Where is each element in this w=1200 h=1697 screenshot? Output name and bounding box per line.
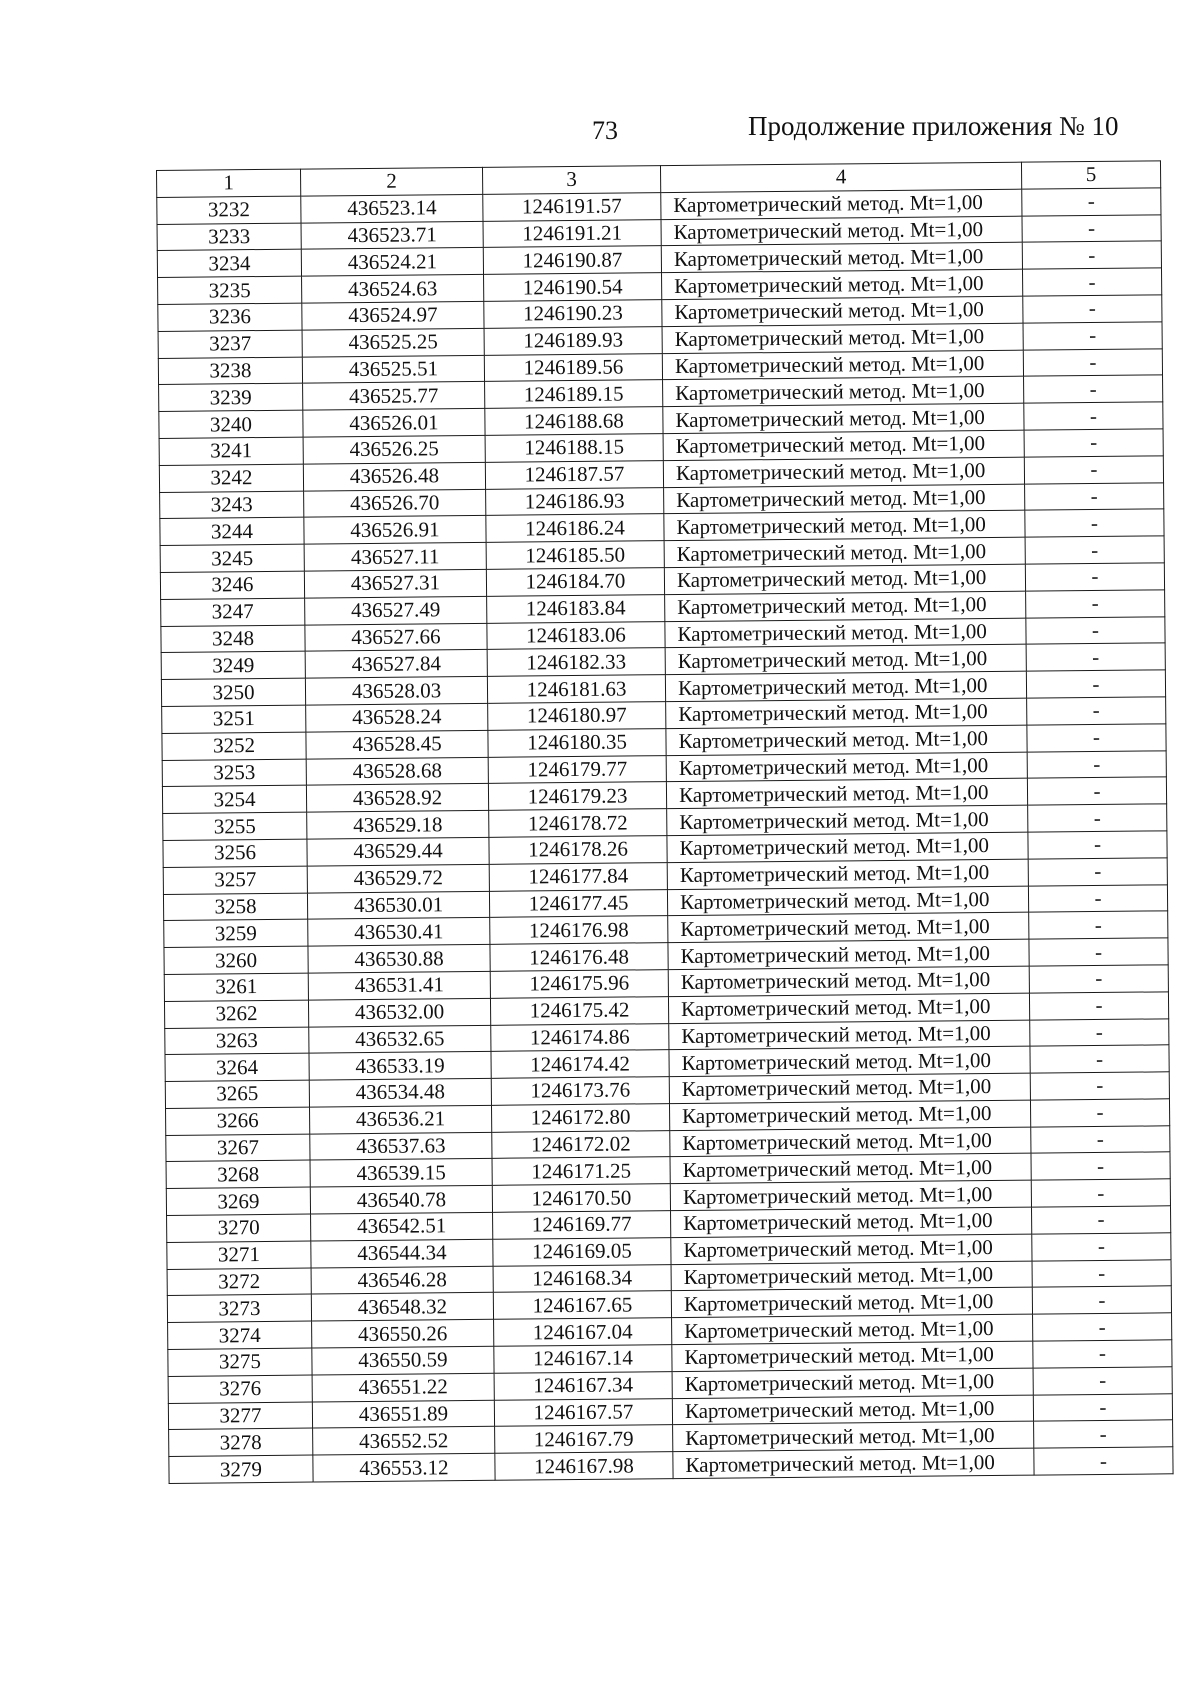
notes-cell: -	[1022, 268, 1161, 296]
x-coordinate-cell: 436525.25	[302, 328, 484, 357]
method-cell: Картометрический метод. Mt=1,00	[662, 296, 1023, 326]
column-header-method: 4	[660, 162, 1021, 192]
y-coordinate-cell: 1246179.77	[488, 755, 666, 784]
notes-cell: -	[1024, 456, 1163, 484]
method-cell: Картометрический метод. Mt=1,00	[668, 939, 1029, 969]
y-coordinate-cell: 1246169.77	[493, 1211, 671, 1240]
method-cell: Картометрический метод. Mt=1,00	[665, 591, 1026, 621]
x-coordinate-cell: 436524.21	[301, 248, 483, 277]
x-coordinate-cell: 436529.18	[307, 810, 489, 839]
point-number-cell: 3232	[157, 196, 301, 224]
column-header-point-number: 1	[157, 169, 301, 197]
y-coordinate-cell: 1246183.06	[487, 621, 665, 650]
point-number-cell: 3258	[163, 893, 307, 921]
x-coordinate-cell: 436527.66	[305, 623, 487, 652]
method-cell: Картометрический метод. Mt=1,00	[672, 1341, 1033, 1371]
y-coordinate-cell: 1246167.14	[494, 1345, 672, 1374]
y-coordinate-cell: 1246175.42	[490, 996, 668, 1025]
method-cell: Картометрический метод. Mt=1,00	[673, 1422, 1034, 1452]
method-cell: Картометрический метод. Mt=1,00	[661, 243, 1022, 273]
coordinates-table	[156, 160, 1174, 1484]
y-coordinate-cell: 1246189.56	[484, 353, 662, 382]
point-number-cell: 3263	[165, 1027, 309, 1055]
y-coordinate-cell: 1246181.63	[487, 675, 665, 704]
y-coordinate-cell: 1246179.23	[488, 782, 666, 811]
notes-cell: -	[1028, 831, 1167, 859]
point-number-cell: 3275	[168, 1348, 312, 1376]
y-coordinate-cell: 1246175.96	[490, 970, 668, 999]
method-cell: Картометрический метод. Mt=1,00	[668, 912, 1029, 942]
y-coordinate-cell: 1246167.04	[494, 1318, 672, 1347]
y-coordinate-cell: 1246177.45	[489, 889, 667, 918]
notes-cell: -	[1029, 992, 1168, 1020]
method-cell: Картометрический метод. Mt=1,00	[667, 805, 1028, 835]
method-cell: Картометрический метод. Mt=1,00	[665, 671, 1026, 701]
point-number-cell: 3239	[159, 383, 303, 411]
point-number-cell: 3277	[168, 1402, 312, 1430]
point-number-cell: 3271	[167, 1241, 311, 1269]
method-cell: Картометрический метод. Mt=1,00	[667, 859, 1028, 889]
point-number-cell: 3259	[164, 919, 308, 947]
point-number-cell: 3265	[165, 1080, 309, 1108]
method-cell: Картометрический метод. Mt=1,00	[672, 1368, 1033, 1398]
y-coordinate-cell: 1246191.57	[483, 192, 661, 221]
point-number-cell: 3249	[161, 651, 305, 679]
notes-cell: -	[1032, 1233, 1171, 1261]
notes-cell: -	[1033, 1340, 1172, 1368]
point-number-cell: 3240	[159, 410, 303, 438]
method-cell: Картометрический метод. Mt=1,00	[668, 966, 1029, 996]
method-cell: Картометрический метод. Mt=1,00	[665, 618, 1026, 648]
y-coordinate-cell: 1246189.15	[485, 380, 663, 409]
x-coordinate-cell: 436528.45	[306, 730, 488, 759]
notes-cell: -	[1030, 1018, 1169, 1046]
point-number-cell: 3250	[161, 678, 305, 706]
notes-cell: -	[1033, 1313, 1172, 1341]
y-coordinate-cell: 1246167.79	[495, 1425, 673, 1454]
x-coordinate-cell: 436528.92	[306, 784, 488, 813]
point-number-cell: 3261	[164, 973, 308, 1001]
method-cell: Картометрический метод. Mt=1,00	[672, 1314, 1033, 1344]
method-cell: Картометрический метод. Mt=1,00	[672, 1395, 1033, 1425]
y-coordinate-cell: 1246174.42	[491, 1050, 669, 1079]
method-cell: Картометрический метод. Mt=1,00	[673, 1448, 1034, 1478]
column-header-x-coordinate: 2	[300, 167, 482, 196]
method-cell: Картометрический метод. Mt=1,00	[666, 778, 1027, 808]
point-number-cell: 3247	[161, 598, 305, 626]
point-number-cell: 3252	[162, 732, 306, 760]
notes-cell: -	[1025, 509, 1164, 537]
method-cell: Картометрический метод. Mt=1,00	[671, 1288, 1032, 1318]
point-number-cell: 3256	[163, 839, 307, 867]
method-cell: Картометрический метод. Mt=1,00	[670, 1154, 1031, 1184]
page-heading: Продолжение приложения № 10	[748, 111, 1119, 141]
notes-cell: -	[1025, 563, 1164, 591]
point-number-cell: 3255	[163, 812, 307, 840]
y-coordinate-cell: 1246190.23	[484, 300, 662, 329]
notes-cell: -	[1022, 214, 1161, 242]
method-cell: Картометрический метод. Mt=1,00	[663, 403, 1024, 433]
notes-cell: -	[1026, 670, 1165, 698]
method-cell: Картометрический метод. Mt=1,00	[668, 993, 1029, 1023]
x-coordinate-cell: 436550.26	[312, 1320, 494, 1349]
notes-cell: -	[1022, 188, 1161, 216]
point-number-cell: 3278	[169, 1429, 313, 1457]
x-coordinate-cell: 436534.48	[309, 1078, 491, 1107]
y-coordinate-cell: 1246186.24	[486, 514, 664, 543]
method-cell: Картометрический метод. Mt=1,00	[664, 511, 1025, 541]
point-number-cell: 3260	[164, 946, 308, 974]
point-number-cell: 3241	[159, 437, 303, 465]
point-number-cell: 3272	[167, 1268, 311, 1296]
y-coordinate-cell: 1246190.54	[484, 273, 662, 302]
method-cell: Картометрический метод. Mt=1,00	[661, 189, 1022, 219]
method-cell: Картометрический метод. Mt=1,00	[667, 832, 1028, 862]
y-coordinate-cell: 1246172.02	[492, 1130, 670, 1159]
x-coordinate-cell: 436530.88	[308, 944, 490, 973]
method-cell: Картометрический метод. Mt=1,00	[663, 377, 1024, 407]
y-coordinate-cell: 1246182.33	[487, 648, 665, 677]
y-coordinate-cell: 1246167.34	[494, 1371, 672, 1400]
notes-cell: -	[1026, 643, 1165, 671]
point-number-cell: 3276	[168, 1375, 312, 1403]
method-cell: Картометрический метод. Mt=1,00	[665, 645, 1026, 675]
x-coordinate-cell: 436523.14	[301, 194, 483, 223]
x-coordinate-cell: 436527.31	[304, 569, 486, 598]
point-number-cell: 3233	[157, 223, 301, 251]
point-number-cell: 3267	[166, 1134, 310, 1162]
point-number-cell: 3251	[162, 705, 306, 733]
notes-cell: -	[1025, 536, 1164, 564]
coordinates-table-container	[156, 160, 1173, 1484]
notes-cell: -	[1031, 1206, 1170, 1234]
method-cell: Картометрический метод. Mt=1,00	[671, 1207, 1032, 1237]
x-coordinate-cell: 436524.97	[302, 301, 484, 330]
y-coordinate-cell: 1246168.34	[493, 1264, 671, 1293]
point-number-cell: 3264	[165, 1053, 309, 1081]
point-number-cell: 3248	[161, 625, 305, 653]
y-coordinate-cell: 1246186.93	[486, 487, 664, 516]
notes-cell: -	[1032, 1259, 1171, 1287]
method-cell: Картометрический метод. Mt=1,00	[669, 1073, 1030, 1103]
x-coordinate-cell: 436529.44	[307, 837, 489, 866]
y-coordinate-cell: 1246191.21	[483, 219, 661, 248]
column-header-notes: 5	[1021, 161, 1160, 189]
x-coordinate-cell: 436528.03	[305, 676, 487, 705]
x-coordinate-cell: 436537.63	[310, 1132, 492, 1161]
method-cell: Картометрический метод. Mt=1,00	[662, 350, 1023, 380]
notes-cell: -	[1034, 1447, 1173, 1475]
notes-cell: -	[1027, 724, 1166, 752]
x-coordinate-cell: 436527.11	[304, 543, 486, 572]
y-coordinate-cell: 1246180.97	[488, 702, 666, 731]
table-body	[157, 188, 1173, 1484]
method-cell: Картометрический метод. Mt=1,00	[664, 484, 1025, 514]
point-number-cell: 3257	[163, 866, 307, 894]
point-number-cell: 3244	[160, 517, 304, 545]
y-coordinate-cell: 1246167.65	[493, 1291, 671, 1320]
x-coordinate-cell: 436524.63	[302, 275, 484, 304]
x-coordinate-cell: 436530.01	[307, 891, 489, 920]
notes-cell: -	[1028, 858, 1167, 886]
x-coordinate-cell: 436536.21	[310, 1105, 492, 1134]
y-coordinate-cell: 1246178.26	[489, 836, 667, 865]
y-coordinate-cell: 1246174.86	[491, 1023, 669, 1052]
notes-cell: -	[1025, 482, 1164, 510]
point-number-cell: 3243	[160, 491, 304, 519]
x-coordinate-cell: 436550.59	[312, 1346, 494, 1375]
x-coordinate-cell: 436525.51	[302, 355, 484, 384]
notes-cell: -	[1029, 911, 1168, 939]
y-coordinate-cell: 1246167.57	[494, 1398, 672, 1427]
point-number-cell: 3274	[168, 1321, 312, 1349]
y-coordinate-cell: 1246176.48	[490, 943, 668, 972]
y-coordinate-cell: 1246188.68	[485, 407, 663, 436]
point-number-cell: 3242	[159, 464, 303, 492]
y-coordinate-cell: 1246190.87	[483, 246, 661, 275]
point-number-cell: 3262	[164, 1000, 308, 1028]
y-coordinate-cell: 1246177.84	[489, 862, 667, 891]
notes-cell: -	[1026, 590, 1165, 618]
notes-cell: -	[1022, 241, 1161, 269]
notes-cell: -	[1032, 1286, 1171, 1314]
method-cell: Картометрический метод. Mt=1,00	[663, 457, 1024, 487]
x-coordinate-cell: 436551.89	[312, 1400, 494, 1429]
notes-cell: -	[1034, 1420, 1173, 1448]
y-coordinate-cell: 1246187.57	[485, 460, 663, 489]
y-coordinate-cell: 1246171.25	[492, 1157, 670, 1186]
y-coordinate-cell: 1246189.93	[484, 326, 662, 355]
notes-cell: -	[1027, 777, 1166, 805]
notes-cell: -	[1027, 750, 1166, 778]
y-coordinate-cell: 1246185.50	[486, 541, 664, 570]
y-coordinate-cell: 1246172.80	[491, 1104, 669, 1133]
x-coordinate-cell: 436528.24	[306, 703, 488, 732]
x-coordinate-cell: 436528.68	[306, 757, 488, 786]
point-number-cell: 3268	[166, 1161, 310, 1189]
notes-cell: -	[1029, 965, 1168, 993]
point-number-cell: 3273	[167, 1295, 311, 1323]
x-coordinate-cell: 436527.49	[305, 596, 487, 625]
method-cell: Картометрический метод. Mt=1,00	[671, 1261, 1032, 1291]
point-number-cell: 3253	[162, 759, 306, 787]
notes-cell: -	[1030, 1072, 1169, 1100]
y-coordinate-cell: 1246173.76	[491, 1077, 669, 1106]
method-cell: Картометрический метод. Mt=1,00	[670, 1180, 1031, 1210]
x-coordinate-cell: 436532.00	[308, 998, 490, 1027]
y-coordinate-cell: 1246184.70	[486, 568, 664, 597]
y-coordinate-cell: 1246178.72	[489, 809, 667, 838]
x-coordinate-cell: 436544.34	[311, 1239, 493, 1268]
notes-cell: -	[1024, 429, 1163, 457]
method-cell: Картометрический метод. Mt=1,00	[666, 698, 1027, 728]
method-cell: Картометрический метод. Mt=1,00	[667, 886, 1028, 916]
x-coordinate-cell: 436540.78	[310, 1186, 492, 1215]
notes-cell: -	[1029, 938, 1168, 966]
x-coordinate-cell: 436531.41	[308, 971, 490, 1000]
x-coordinate-cell: 436552.52	[313, 1427, 495, 1456]
point-number-cell: 3254	[162, 785, 306, 813]
x-coordinate-cell: 436526.70	[304, 489, 486, 518]
x-coordinate-cell: 436548.32	[311, 1293, 493, 1322]
notes-cell: -	[1033, 1367, 1172, 1395]
notes-cell: -	[1030, 1099, 1169, 1127]
notes-cell: -	[1023, 322, 1162, 350]
notes-cell: -	[1031, 1126, 1170, 1154]
x-coordinate-cell: 436526.01	[303, 409, 485, 438]
method-cell: Картометрический метод. Mt=1,00	[669, 1046, 1030, 1076]
x-coordinate-cell: 436527.84	[305, 650, 487, 679]
method-cell: Картометрический метод. Mt=1,00	[666, 725, 1027, 755]
page-number: 73	[592, 116, 618, 145]
method-cell: Картометрический метод. Mt=1,00	[670, 1127, 1031, 1157]
point-number-cell: 3246	[160, 571, 304, 599]
notes-cell: -	[1033, 1393, 1172, 1421]
notes-cell: -	[1024, 375, 1163, 403]
y-coordinate-cell: 1246188.15	[485, 434, 663, 463]
x-coordinate-cell: 436551.22	[312, 1373, 494, 1402]
x-coordinate-cell: 436526.91	[304, 516, 486, 545]
column-header-y-coordinate: 3	[482, 166, 660, 195]
x-coordinate-cell: 436532.65	[309, 1025, 491, 1054]
notes-cell: -	[1024, 402, 1163, 430]
x-coordinate-cell: 436525.77	[303, 382, 485, 411]
method-cell: Картометрический метод. Mt=1,00	[666, 752, 1027, 782]
method-cell: Картометрический метод. Mt=1,00	[669, 1100, 1030, 1130]
notes-cell: -	[1026, 616, 1165, 644]
x-coordinate-cell: 436539.15	[310, 1159, 492, 1188]
y-coordinate-cell: 1246170.50	[492, 1184, 670, 1213]
x-coordinate-cell: 436542.51	[311, 1212, 493, 1241]
notes-cell: -	[1028, 804, 1167, 832]
method-cell: Картометрический метод. Mt=1,00	[664, 537, 1025, 567]
method-cell: Картометрический метод. Mt=1,00	[662, 323, 1023, 353]
x-coordinate-cell: 436553.12	[313, 1454, 495, 1483]
point-number-cell: 3266	[166, 1107, 310, 1135]
method-cell: Картометрический метод. Mt=1,00	[663, 430, 1024, 460]
notes-cell: -	[1030, 1045, 1169, 1073]
x-coordinate-cell: 436526.25	[303, 435, 485, 464]
x-coordinate-cell: 436523.71	[301, 221, 483, 250]
notes-cell: -	[1031, 1179, 1170, 1207]
x-coordinate-cell: 436526.48	[303, 462, 485, 491]
point-number-cell: 3269	[166, 1187, 310, 1215]
notes-cell: -	[1027, 697, 1166, 725]
notes-cell: -	[1031, 1152, 1170, 1180]
y-coordinate-cell: 1246176.98	[490, 916, 668, 945]
x-coordinate-cell: 436529.72	[307, 864, 489, 893]
point-number-cell: 3235	[158, 276, 302, 304]
y-coordinate-cell: 1246167.98	[495, 1452, 673, 1481]
y-coordinate-cell: 1246183.84	[487, 594, 665, 623]
point-number-cell: 3234	[157, 249, 301, 277]
method-cell: Картометрический метод. Mt=1,00	[662, 269, 1023, 299]
point-number-cell: 3270	[167, 1214, 311, 1242]
x-coordinate-cell: 436533.19	[309, 1052, 491, 1081]
point-number-cell: 3237	[158, 330, 302, 358]
point-number-cell: 3238	[158, 357, 302, 385]
method-cell: Картометрический метод. Mt=1,00	[671, 1234, 1032, 1264]
y-coordinate-cell: 1246169.05	[493, 1237, 671, 1266]
method-cell: Картометрический метод. Mt=1,00	[669, 1020, 1030, 1050]
method-cell: Картометрический метод. Mt=1,00	[661, 216, 1022, 246]
point-number-cell: 3245	[160, 544, 304, 572]
x-coordinate-cell: 436530.41	[308, 918, 490, 947]
point-number-cell: 3279	[169, 1455, 313, 1483]
notes-cell: -	[1023, 295, 1162, 323]
y-coordinate-cell: 1246180.35	[488, 728, 666, 757]
x-coordinate-cell: 436546.28	[311, 1266, 493, 1295]
notes-cell: -	[1028, 884, 1167, 912]
notes-cell: -	[1023, 348, 1162, 376]
method-cell: Картометрический метод. Mt=1,00	[664, 564, 1025, 594]
point-number-cell: 3236	[158, 303, 302, 331]
